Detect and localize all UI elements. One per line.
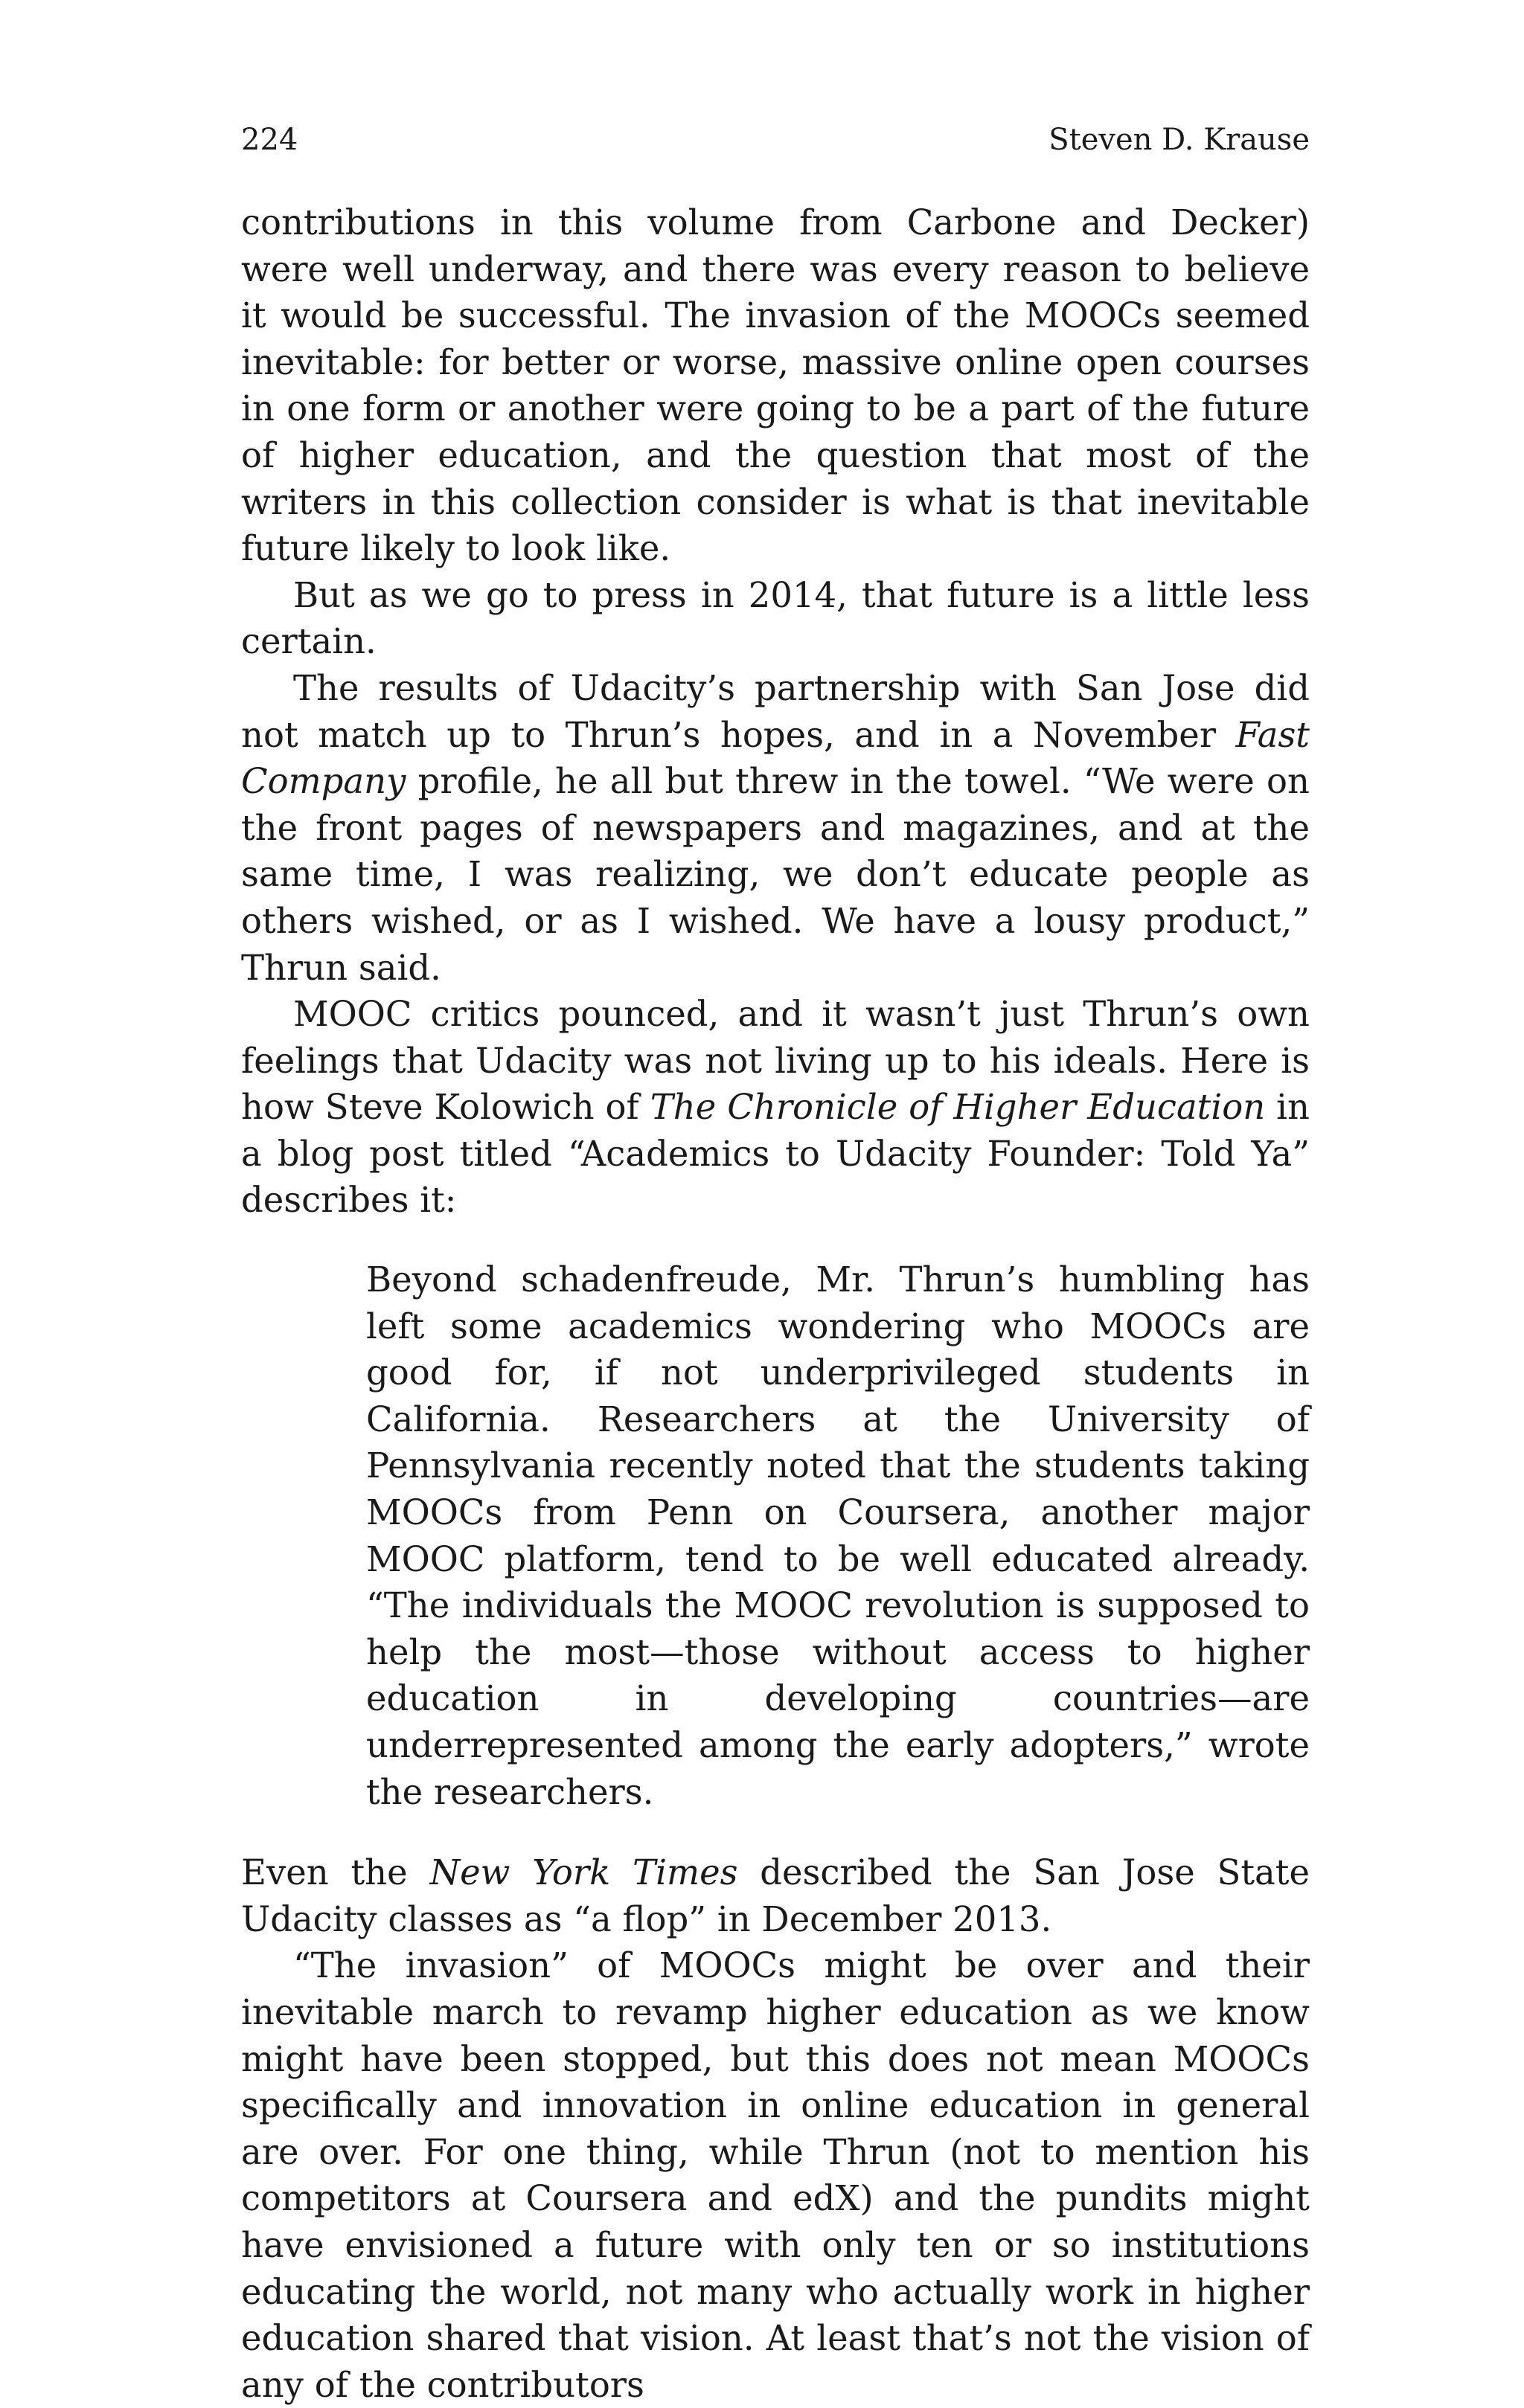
paragraph-2: But as we go to press in 2014, that future is a little less certain.	[241, 574, 1310, 662]
book-page	[241, 119, 1310, 2408]
paragraph-6: “The invasion” of MOOCs might be over and their inevitable march to revamp higher education as we know might have been stopped, but this does not mean MOOCs specifically and innovation in online education in general are over. For one thing, while Thrun (not to mention his competitors at Coursera and edX) and the pundits might have envisioned a future with only ten or so institutions educating the world, not many who actually work in higher education shared that vision. At least that’s not the vision of any of the contributors	[241, 1945, 1310, 2405]
block-quote-text: Beyond schadenfreude, Mr. Thrun’s humbling has left some academics wondering who MOOCs are good for, if not underprivileged students in California. Researchers at the University of Pennsylvania recently noted that the students taking MOOCs from Penn on Coursera, another major MOOC platform, tend to be well educated already. “The individuals the MOOC revolution is supposed to help the most—those without access to higher education in developing countries—are underrepresented among the early adopters,” wrote the researchers.	[366, 1259, 1310, 1812]
paragraph-4-text-b: in a blog post titled “Academics to Udacity Founder: Told Ya” describes it:	[241, 1087, 1310, 1221]
paragraph-5	[241, 1849, 1310, 1942]
paragraph-4-italic: The Chronicle of Higher Education	[650, 1087, 1266, 1128]
paragraph-5-text-b: described the San Jose State Udacity classes as “a flop” in December 2013.	[241, 1852, 1310, 1939]
paragraph-3	[241, 665, 1310, 991]
paragraph-4-text-a: MOOC critics pounced, and it wasn’t just Thrun’s own feelings that Udacity was not living up to his ideals. Here is how Steve Kolowich of	[241, 994, 1310, 1128]
body-text-continued	[241, 1849, 1310, 2408]
paragraph-4	[241, 991, 1310, 1224]
paragraph-5-italic: New York Times	[429, 1852, 738, 1893]
paragraph-3-text-b: profile, he all but threw in the towel. “We were on the front pages of newspapers and magazines, and at the same time, I was realizing, we don’t educate people as others wished, or as I wished. We have a lousy product,” Thrun said.	[241, 761, 1310, 988]
paragraph-1: contributions in this volume from Carbone and Decker) were well underway, and there was every reason to believe it would be successful. The invasion of the MOOCs seemed inevitable: for better or worse, massive online open courses in one form or another were going to be a part of the future of higher education, and the question that most of the writers in this collection consider is what is that inevitable future likely to look like.	[241, 202, 1310, 569]
paragraph-3-italic: Fast Company	[241, 714, 1310, 802]
block-quote	[366, 1256, 1310, 1815]
running-head	[241, 119, 1310, 161]
paragraph-5-text-a: Even the	[241, 1852, 430, 1893]
running-head-author: Steven D. Krause	[1048, 123, 1310, 157]
paragraph-3-text-a: The results of Udacity’s partnership with San Jose did not match up to Thrun’s hopes, and in a November	[241, 667, 1310, 755]
body-text	[241, 199, 1310, 1224]
page-number: 224	[241, 123, 298, 157]
